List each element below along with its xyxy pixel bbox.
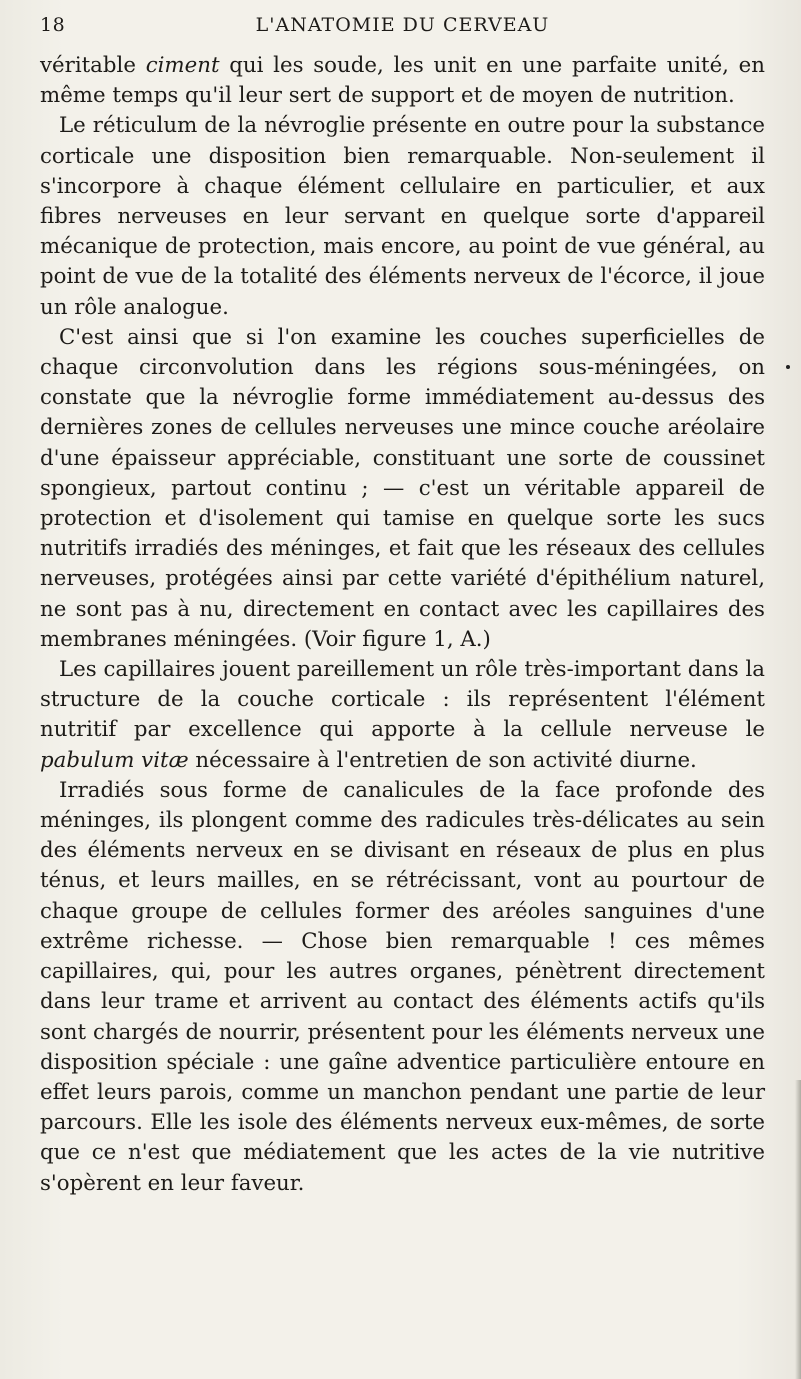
italic-term: ciment bbox=[145, 53, 220, 78]
paragraph bbox=[40, 323, 765, 655]
paragraph-text: qui les soude, les unit en une parfaite unité, en même temps qu'il leur sert de support et de moyen de nutrition. bbox=[40, 53, 766, 109]
paragraph-text: Les capillaires jouent pareillement un rôle très-important dans la structure de la couche corticale : ils représentent l'élément nutritif par excellence qui apporte à la cellule nerveuse le bbox=[40, 657, 765, 743]
body-text bbox=[40, 51, 765, 1199]
paragraph bbox=[40, 776, 765, 1199]
paragraph bbox=[40, 111, 765, 322]
paragraph-text: Irradiés sous forme de canalicules de la face profonde des méninges, ils plongent comme des radicules très-délicates au sein des éléments nerveux en se divisant en réseaux de plus en plus ténus, et leurs mailles, en se rétrécissant, vont au pourtour de chaque groupe de cellules former des aréoles sanguines d'une extrême richesse. — Chose bien remarquable ! ces mêmes capillaires, qui, pour les autres organes, pénètrent directement dans leur trame et arrivent au contact des éléments actifs qu'ils sont chargés de nourrir, présentent pour les éléments nerveux une disposition spéciale : une gaîne adventice particulière entoure en effet leurs parois, comme un manchon pendant une partie de leur parcours. Elle les isole des éléments nerveux eux-mêmes, de sorte que ce n'est que médiatement que les actes de la vie nutritive s'opèrent en leur faveur. bbox=[40, 777, 765, 1196]
paragraph-text: Le réticulum de la névroglie présente en outre pour la substance corticale une disposition bien remarquable. Non-seulement il s'incorpore à chaque élément cellulaire en particulier, et aux fibres nerveuses en leur servant en quelque sorte d'appareil mécanique de protection, mais encore, au point de vue général, au point de vue de la totalité des éléments nerveux de l'écorce, il joue un rôle analogue. bbox=[40, 113, 765, 320]
paragraph-text: C'est ainsi que si l'on examine les couches superficielles de chaque circonvolution dans les régions sous-méningées, on constate que la névroglie forme immédiatement au-dessus des dernières zones de cellules nerveuses une mince couche aréolaire d'une épaisseur appréciable, constituant une sorte de coussinet spongieux, partout continu ; — c'est un véritable appareil de protection et d'isolement qui tamise en quelque sorte les sucs nutritifs irradiés des méninges, et fait que les réseaux des cellules nerveuses, protégées ainsi par cette variété d'épithélium naturel, ne sont pas à nu, directement en contact avec les capillaires des membranes méningées. (Voir figure 1, A.) bbox=[40, 324, 765, 652]
margin-mark bbox=[786, 365, 790, 369]
paragraph bbox=[40, 655, 765, 776]
paragraph-text: nécessaire à l'entretien de son activité diurne. bbox=[188, 747, 697, 773]
page-header bbox=[40, 8, 765, 40]
paragraph bbox=[40, 51, 765, 111]
running-head: L'ANATOMIE DU CERVEAU bbox=[255, 14, 550, 36]
page-edge-shadow bbox=[795, 1080, 801, 1379]
italic-term: pabulum vitæ bbox=[40, 747, 189, 773]
paragraph-text: véritable bbox=[40, 53, 146, 78]
page-number: 18 bbox=[40, 14, 66, 36]
